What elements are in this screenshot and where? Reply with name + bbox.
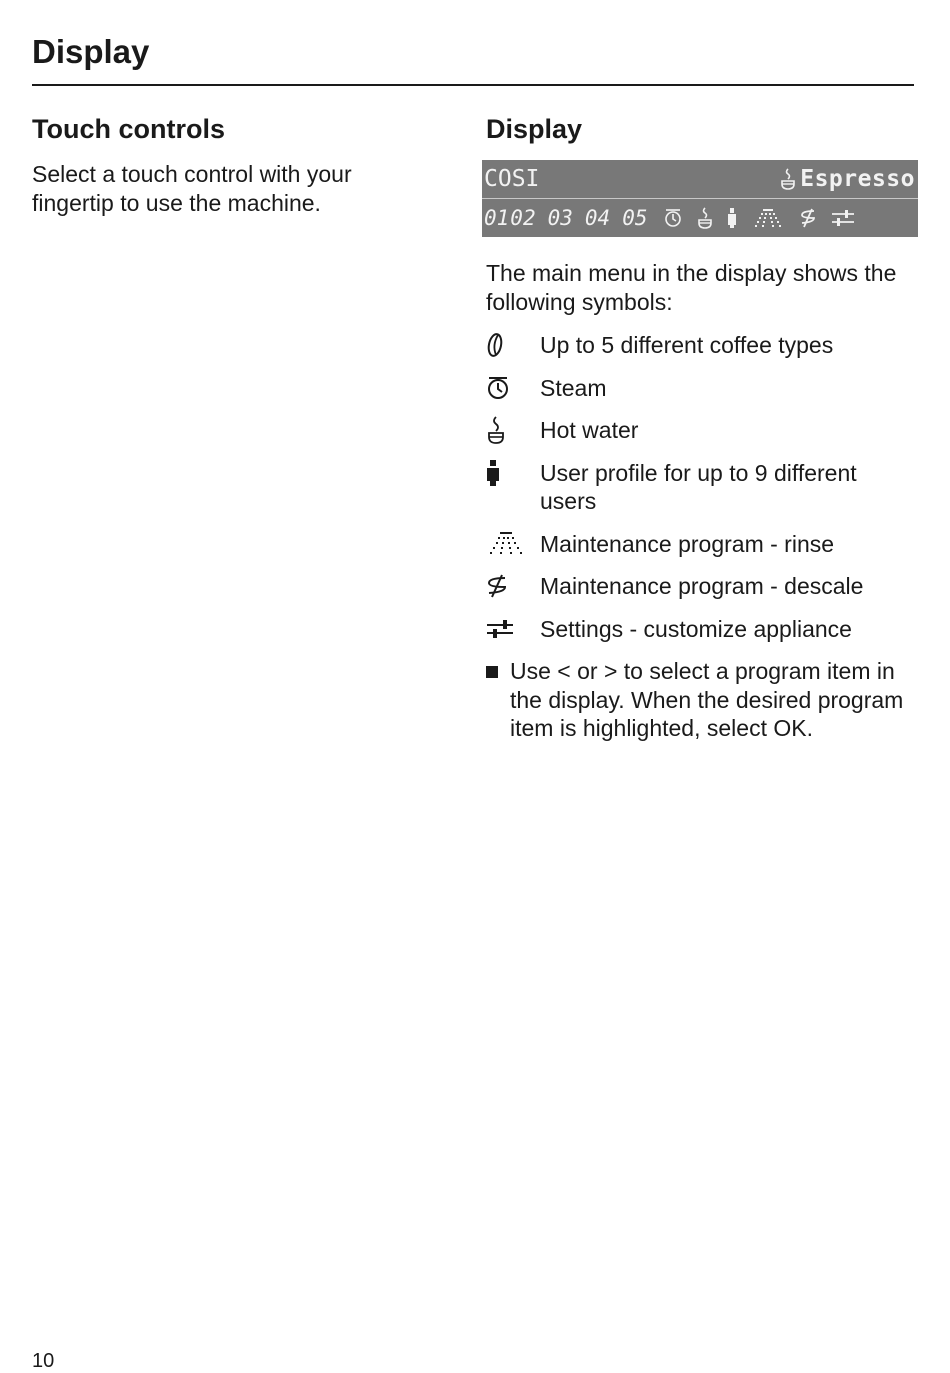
symbol-description: Maintenance program - descale — [540, 573, 864, 599]
symbol-icon-cell — [486, 615, 540, 643]
coffee-bean-icon — [486, 332, 504, 358]
symbol-icon-cell — [486, 331, 540, 359]
rinse-icon — [486, 531, 526, 557]
title-divider — [32, 84, 914, 86]
symbol-icon-cell — [486, 530, 540, 558]
descale-icon — [799, 207, 817, 229]
display-heading: Display — [486, 114, 583, 144]
settings-icon — [486, 618, 514, 640]
lcd-selected-drink — [780, 166, 918, 192]
symbol-list-item — [486, 331, 918, 360]
square-bullet-icon — [486, 666, 498, 678]
display-section — [486, 112, 918, 743]
symbol-list-item — [486, 572, 918, 601]
instruction-item — [486, 657, 918, 743]
display-intro-text: The main menu in the display shows the following symbols: — [486, 260, 897, 315]
touch-controls-text: Select a touch control with your fingertip to use the machine. — [32, 161, 352, 216]
lcd-top-row — [482, 160, 918, 198]
symbol-list-item — [486, 459, 918, 516]
touch-controls-section — [32, 112, 432, 217]
instruction-text: Use < or > to select a program item in the display. When the desired program item is highlighted, select OK. — [510, 658, 904, 741]
symbol-description: Steam — [540, 374, 607, 401]
settings-icon — [831, 209, 855, 227]
hot-water-icon — [780, 168, 796, 190]
lcd-display-panel — [482, 160, 918, 237]
lcd-slot: 04 — [584, 206, 611, 230]
hot-water-icon — [697, 207, 713, 229]
symbol-icon-cell — [486, 459, 540, 487]
steam-icon — [486, 376, 510, 400]
lcd-slot: 03 — [547, 206, 573, 230]
lcd-slot: 01 — [484, 206, 510, 230]
symbol-list-item — [486, 615, 918, 644]
lcd-slot: 05 — [622, 206, 648, 230]
lcd-symbol-row — [663, 207, 869, 229]
descale-icon — [486, 573, 508, 599]
symbol-list-item — [486, 416, 918, 445]
lcd-drink-label: Espresso — [800, 166, 915, 192]
lcd-profile-label: COSI — [484, 166, 540, 192]
symbol-description: Hot water — [540, 417, 639, 443]
lcd-slot: 02 — [510, 206, 536, 230]
symbol-icon-cell — [486, 374, 540, 402]
user-profile-icon — [727, 207, 737, 229]
symbol-description: User profile for up to 9 different users — [540, 459, 857, 514]
symbol-description: Up to 5 different coffee types — [540, 332, 834, 358]
rinse-icon — [751, 207, 785, 229]
steam-icon — [663, 208, 683, 228]
symbol-description: Settings - customize appliance — [540, 615, 852, 642]
page-number: 10 — [32, 1350, 55, 1372]
symbol-list-item — [486, 374, 918, 403]
lcd-bottom-row — [482, 199, 918, 237]
symbol-icon-cell — [486, 416, 540, 444]
user-profile-icon — [486, 459, 500, 487]
symbol-description: Maintenance program - rinse — [540, 530, 835, 557]
page-title: Display — [32, 33, 150, 70]
symbol-icon-cell — [486, 572, 540, 600]
symbol-list — [486, 331, 918, 643]
symbol-list-item — [486, 530, 918, 559]
hot-water-icon — [486, 416, 506, 444]
touch-controls-heading: Touch controls — [32, 114, 225, 144]
lcd-coffee-slots — [482, 206, 659, 230]
